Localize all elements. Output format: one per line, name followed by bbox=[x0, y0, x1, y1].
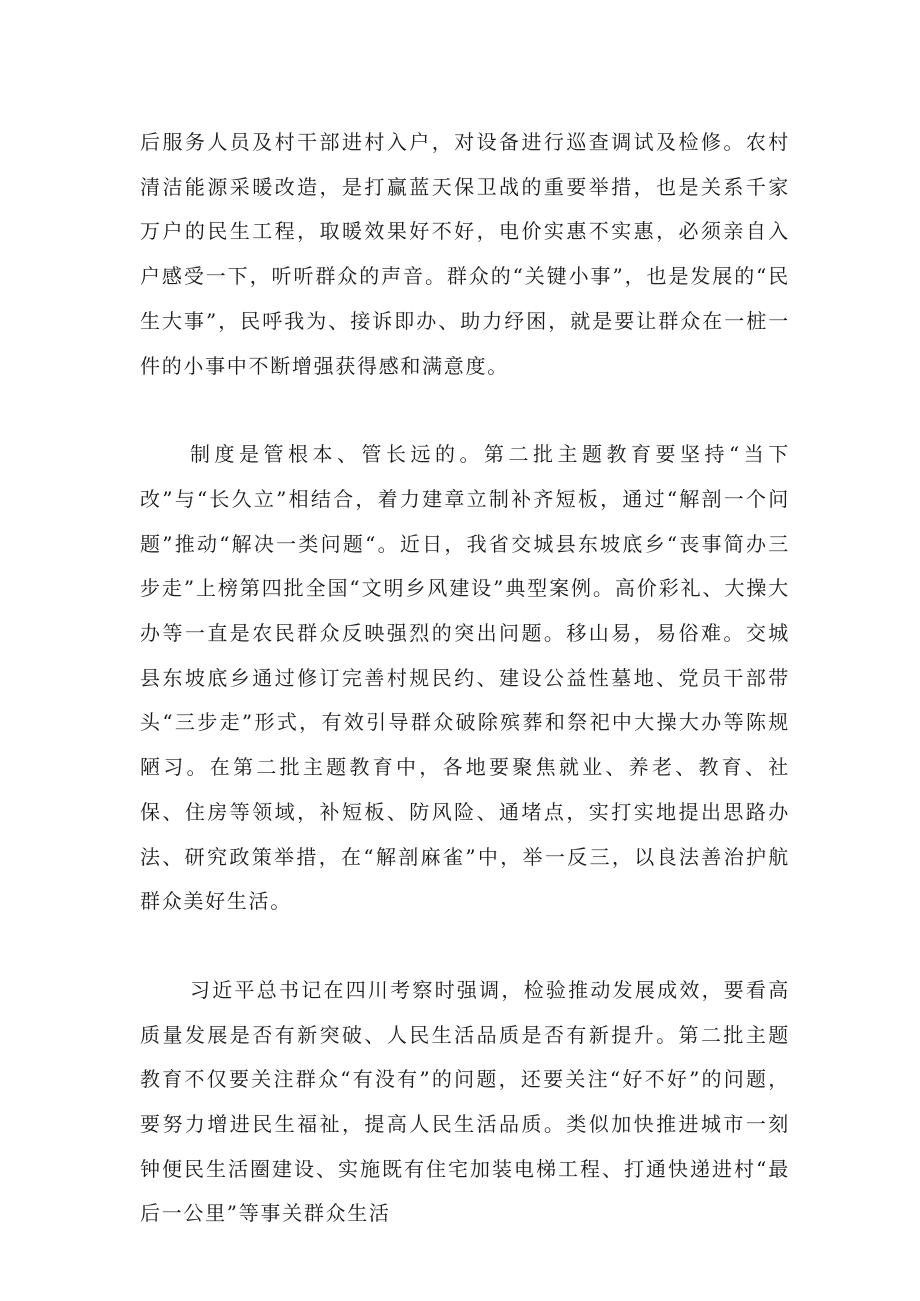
paragraph-2: 制度是管根本、管长远的。第二批主题教育要坚持“当下改”与“长久立”相结合，着力建章立制补齐短板，通过“解剖一个问题”推动“解决一类问题“。近日，我省交城县东坡底乡“丧事简办三步走”上榜第四批全国“文明乡风建设”典型案例。高价彩礼、大操大办等一直是农民群众反映强烈的突出问题。移山易，易俗难。交城县东坡底乡通过修订完善村规民约、建设公益性墓地、党员干部带头“三步走”形式，有效引导群众破除殡葬和祭祀中大操大办等陈规陋习。在第二批主题教育中，各地要聚焦就业、养老、教育、社保、住房等领域，补短板、防风险、通堵点，实打实地提出思路办法、研究政策举措，在“解剖麻雀”中，举一反三，以良法善治护航群众美好生活。 bbox=[140, 442, 790, 914]
paragraph-1: 后服务人员及村干部进村入户，对设备进行巡查调试及检修。农村清洁能源采暖改造，是打赢蓝天保卫战的重要举措，也是关系千家万户的民生工程，取暖效果好不好，电价实惠不实惠，必须亲自入户感受一下，听听群众的声音。群众的“关键小事”，也是发展的“民生大事”，民呼我为、接诉即办、助力纾困，就是要让群众在一桩一件的小事中不断增强获得感和满意度。 bbox=[140, 130, 790, 378]
paragraph-3: 习近平总书记在四川考察时强调，检验推动发展成效，要看高质量发展是否有新突破、人民生活品质是否有新提升。第二批主题教育不仅要关注群众“有没有”的问题，还要关注“好不好”的问题，要努力增进民生福祉，提高人民生活品质。类似加快推进城市一刻钟便民生活圈建设、实施既有住宅加装电梯工程、打通快递进村“最后一公里”等事关群众生活 bbox=[140, 977, 790, 1226]
document-body bbox=[140, 120, 790, 1280]
